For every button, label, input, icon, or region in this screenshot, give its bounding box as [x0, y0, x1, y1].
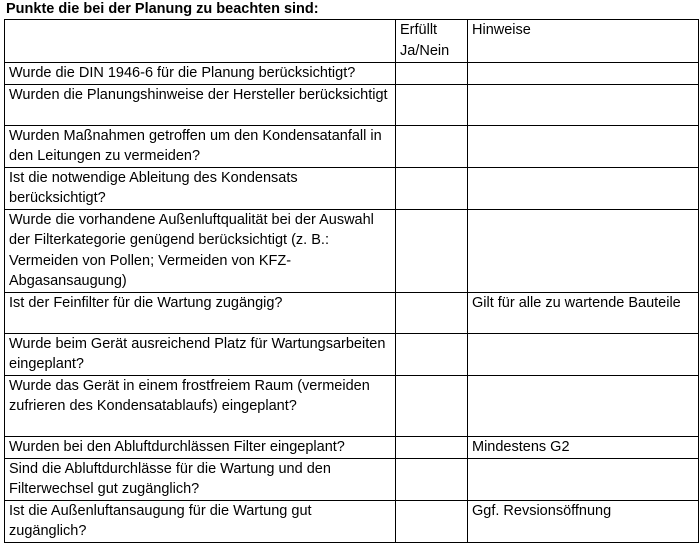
- note-cell[interactable]: [468, 125, 699, 167]
- table-row: [5, 209, 699, 292]
- question-cell: Ist der Feinfilter für die Wartung zugängig?: [5, 292, 396, 333]
- fulfilled-cell[interactable]: [396, 458, 468, 500]
- table-row: [5, 458, 699, 500]
- planning-checklist-table: [4, 19, 699, 543]
- question-cell: Wurde die DIN 1946-6 für die Planung berücksichtigt?: [5, 63, 396, 85]
- note-cell[interactable]: Mindestens G2: [468, 437, 699, 459]
- note-cell[interactable]: Gilt für alle zu wartende Bauteile: [468, 292, 699, 333]
- fulfilled-cell[interactable]: [396, 125, 468, 167]
- fulfilled-cell[interactable]: [396, 292, 468, 333]
- table-row: [5, 437, 699, 459]
- fulfilled-cell[interactable]: [396, 500, 468, 542]
- checklist-heading: Punkte die bei der Planung zu beachten sind:: [6, 1, 319, 17]
- question-cell: Wurde beim Gerät ausreichend Platz für Wartungsarbeiten eingeplant?: [5, 333, 396, 375]
- note-cell[interactable]: [468, 63, 699, 85]
- notes-column-header: Hinweise: [468, 20, 699, 63]
- fulfilled-cell[interactable]: [396, 167, 468, 209]
- fulfilled-cell[interactable]: [396, 375, 468, 437]
- note-cell[interactable]: [468, 84, 699, 125]
- table-row: [5, 500, 699, 542]
- note-cell[interactable]: [468, 333, 699, 375]
- question-cell: Wurden Maßnahmen getroffen um den Kondensatanfall in den Leitungen zu vermeiden?: [5, 125, 396, 167]
- question-cell: Wurde die vorhandene Außenluftqualität bei der Auswahl der Filterkategorie genügend berücksichtigt (z. B.: Vermeiden von Pollen; Vermeiden von KFZ-Abgasansaugung): [5, 209, 396, 292]
- fulfilled-column-header: Erfüllt Ja/Nein: [396, 20, 468, 63]
- note-cell[interactable]: [468, 458, 699, 500]
- fulfilled-cell[interactable]: [396, 84, 468, 125]
- note-cell[interactable]: Ggf. Revsionsöffnung: [468, 500, 699, 542]
- table-row: [5, 84, 699, 125]
- question-cell: Wurden die Planungshinweise der Hersteller berücksichtigt: [5, 84, 396, 125]
- question-cell: Ist die Außenluftansaugung für die Wartung gut zugänglich?: [5, 500, 396, 542]
- table-row: [5, 167, 699, 209]
- checklist-body: [5, 20, 699, 543]
- table-row: [5, 63, 699, 85]
- question-cell: Sind die Abluftdurchlässe für die Wartung und den Filterwechsel gut zugänglich?: [5, 458, 396, 500]
- table-row: [5, 333, 699, 375]
- note-cell[interactable]: [468, 167, 699, 209]
- note-cell[interactable]: [468, 375, 699, 437]
- table-row: [5, 375, 699, 437]
- question-cell: Wurde das Gerät in einem frostfreiem Raum (vermeiden zufrieren des Kondensatablaufs) eingeplant?: [5, 375, 396, 437]
- fulfilled-cell[interactable]: [396, 437, 468, 459]
- table-header-row: [5, 20, 699, 63]
- fulfilled-cell[interactable]: [396, 209, 468, 292]
- note-cell[interactable]: [468, 209, 699, 292]
- fulfilled-cell[interactable]: [396, 63, 468, 85]
- question-column-header: [5, 20, 396, 63]
- question-cell: Wurden bei den Abluftdurchlässen Filter eingeplant?: [5, 437, 396, 459]
- question-cell: Ist die notwendige Ableitung des Kondensats berücksichtigt?: [5, 167, 396, 209]
- fulfilled-cell[interactable]: [396, 333, 468, 375]
- table-row: [5, 125, 699, 167]
- table-row: [5, 292, 699, 333]
